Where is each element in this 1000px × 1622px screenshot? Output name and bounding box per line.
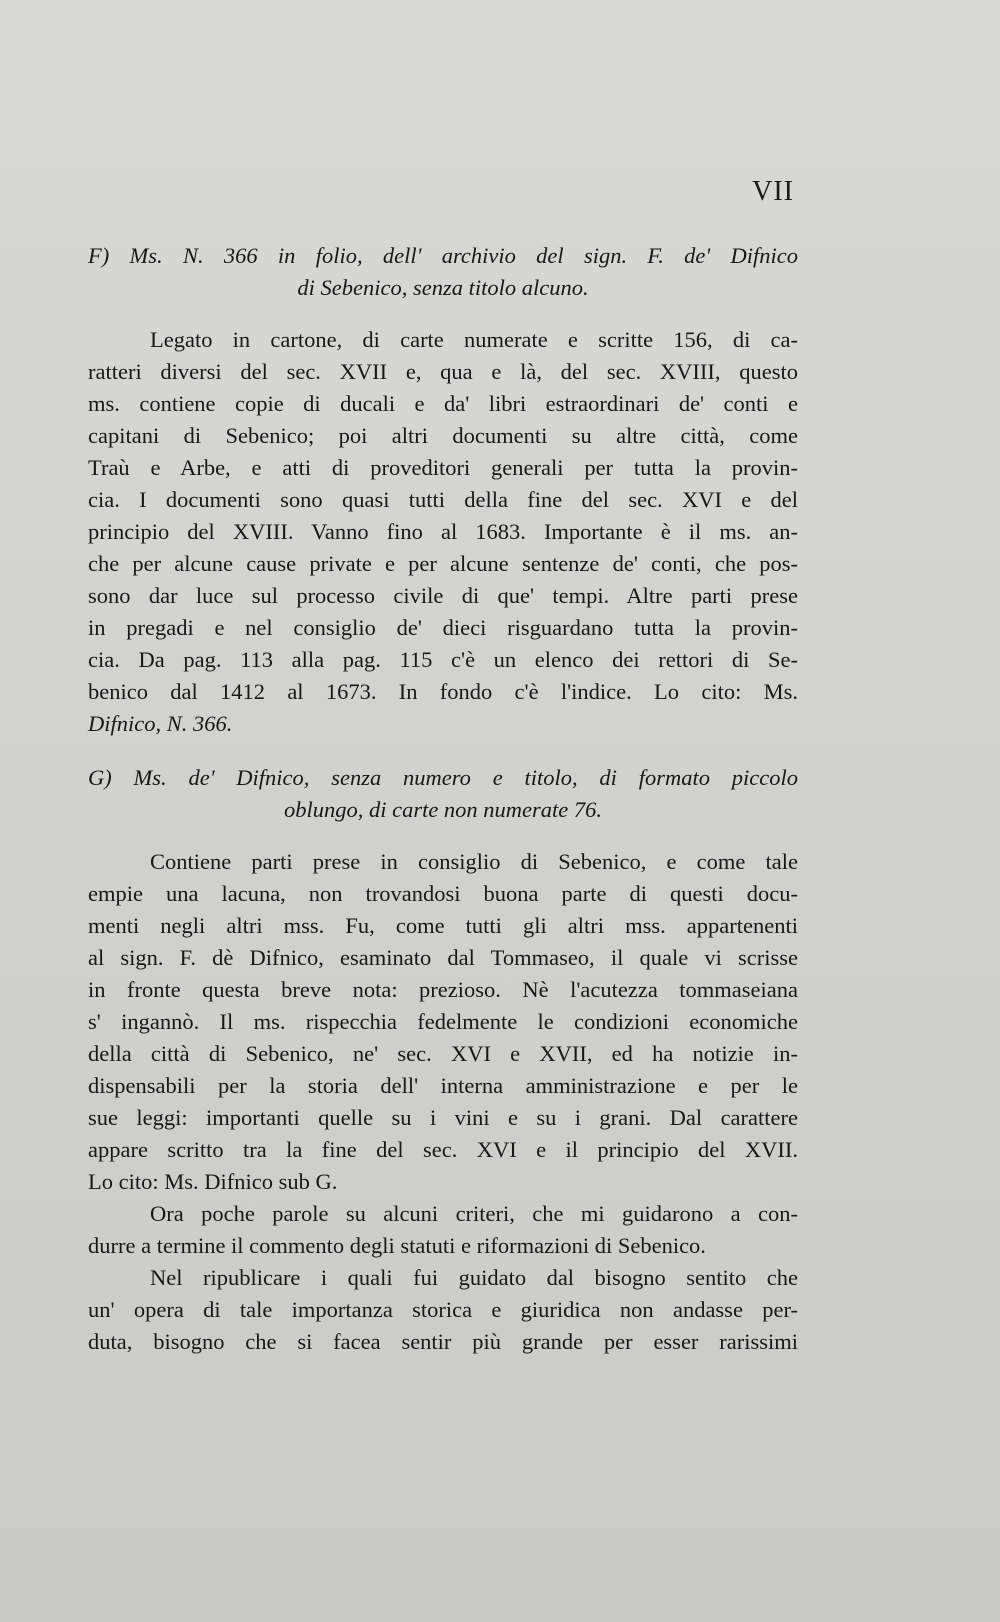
text-line: benico dal 1412 al 1673. In fondo c'è l'indice. Lo cito: Ms. xyxy=(88,679,798,704)
text-line: sue leggi: importanti quelle su i vini e su i grani. Dal carattere xyxy=(88,1105,798,1130)
text-line: che per alcune cause private e per alcune sentenze de' conti, che pos- xyxy=(88,551,798,576)
heading-line: G) Ms. de' Difnico, senza numero e titolo, di formato piccolo xyxy=(88,765,798,790)
text-line: empie una lacuna, non trovandosi buona parte di questi docu- xyxy=(88,881,798,906)
section-f-heading xyxy=(88,240,798,304)
section-f-paragraph xyxy=(88,324,798,740)
section-g-heading xyxy=(88,762,798,826)
text-line: Ora poche parole su alcuni criteri, che mi guidarono a con- xyxy=(150,1201,798,1226)
text-line: ms. contiene copie di ducali e da' libri estraordinari de' conti e xyxy=(88,391,798,416)
text-line: appare scritto tra la fine del sec. XVI e il principio del XVII. xyxy=(88,1137,798,1162)
text-line-citation: Lo cito: Ms. Difnico sub G. xyxy=(88,1169,338,1194)
heading-line: di Sebenico, senza titolo alcuno. xyxy=(297,275,589,300)
text-line: ratteri diversi del sec. XVII e, qua e là, del sec. XVIII, questo xyxy=(88,359,798,384)
page-number: VII xyxy=(752,176,794,207)
text-line: al sign. F. dè Difnico, esaminato dal Tommaseo, il quale vi scrisse xyxy=(88,945,798,970)
text-line: durre a termine il commento degli statuti e riformazioni di Sebenico. xyxy=(88,1233,706,1258)
text-line: Contiene parti prese in consiglio di Sebenico, e come tale xyxy=(150,849,798,874)
text-line: Legato in cartone, di carte numerate e scritte 156, di ca- xyxy=(150,327,798,352)
text-line: menti negli altri mss. Fu, come tutti gli altri mss. appartenenti xyxy=(88,913,798,938)
heading-line: oblungo, di carte non numerate 76. xyxy=(283,797,603,822)
text-line: dispensabili per la storia dell' interna amministrazione e per le xyxy=(88,1073,798,1098)
heading-line: F) Ms. N. 366 in folio, dell' archivio del sign. F. de' Difnico xyxy=(88,243,798,268)
text-line: capitani di Sebenico; poi altri documenti su altre città, come xyxy=(88,423,798,448)
citation: Difnico, N. 366. xyxy=(88,711,233,736)
text-line: sono dar luce sul processo civile di que' tempi. Altre parti prese xyxy=(88,583,798,608)
section-g-paragraph xyxy=(88,846,798,1198)
text-line: in fronte questa breve nota: prezioso. Nè l'acutezza tommaseiana xyxy=(88,977,798,1002)
text-line: cia. I documenti sono quasi tutti della fine del sec. XVI e del xyxy=(88,487,798,512)
text-line: cia. Da pag. 113 alla pag. 115 c'è un elenco dei rettori di Se- xyxy=(88,647,798,672)
text-line: un' opera di tale importanza storica e giuridica non andasse per- xyxy=(88,1297,798,1322)
text-line-citation xyxy=(88,708,798,740)
text-line: s' ingannò. Il ms. rispecchia fedelmente le condizioni economiche xyxy=(88,1009,798,1034)
text-block xyxy=(88,240,798,1358)
text-line: principio del XVIII. Vanno fino al 1683. Importante è il ms. an- xyxy=(88,519,798,544)
paragraph-criteri xyxy=(88,1198,798,1262)
paragraph-ripubblicare xyxy=(88,1262,798,1358)
text-line: Nel ripublicare i quali fui guidato dal bisogno sentito che xyxy=(150,1265,798,1290)
text-line: Traù e Arbe, e atti di proveditori generali per tutta la provin- xyxy=(88,455,798,480)
text-line: della città di Sebenico, ne' sec. XVI e XVII, ed ha notizie in- xyxy=(88,1041,798,1066)
text-line: duta, bisogno che si facea sentir più grande per esser rarissimi xyxy=(88,1329,798,1354)
section-gap xyxy=(88,740,798,762)
text-line: in pregadi e nel consiglio de' dieci risguardano tutta la provin- xyxy=(88,615,798,640)
